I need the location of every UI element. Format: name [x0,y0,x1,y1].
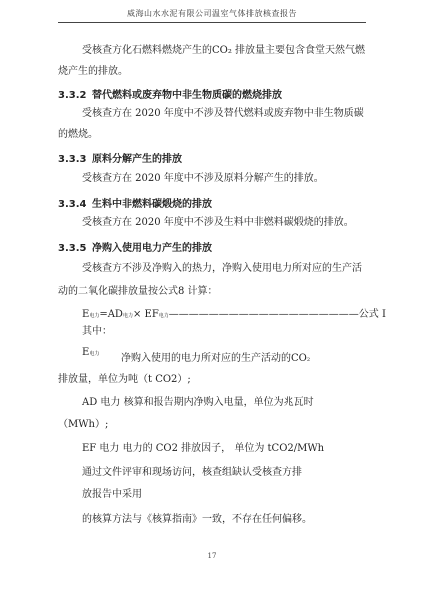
definition-e-symbol [82,346,99,361]
paragraph-line: 动的二氧化碳排放量按公式8 计算： [58,286,218,297]
definition-e-text [121,352,310,367]
section-number: 3.3.4 [58,199,87,210]
def-e: E [82,347,90,358]
formula-subscript: 电力 [158,313,169,319]
section-title: 生料中非燃料碳煅烧的排放 [92,199,212,210]
page-header: 威海山水水泥有限公司温室气体排放核查报告 [127,9,297,18]
section-number: 3.3.3 [58,154,87,165]
header-rule [58,22,366,23]
paragraph-line: 受核查方在 2020 年度中不涉及替代燃料或废弃物中非生物质碳 [82,108,364,119]
section-title: 原料分解产生的排放 [92,154,182,165]
paragraph-line: 受核查方在 2020 年度中不涉及生料中非燃料碳煅烧的排放。 [82,217,354,228]
paragraph-line: 放报告中采用 [82,489,142,500]
paragraph-line: 烧产生的排放。 [58,66,128,77]
formula-e: E [82,309,90,320]
section-heading-3-3-3 [58,150,182,165]
section-title: 净购入使用电力产生的排放 [92,243,212,254]
paragraph-line: 通过文件评审和现场访问，核查组缺认受核查方排 [82,467,302,478]
formula-ad: =AD [99,309,123,320]
where-label: 其中： [82,326,112,337]
paragraph-line: （MWh）; [58,419,109,430]
page-number: 17 [207,552,217,560]
paragraph-line: 的燃烧。 [58,129,98,140]
formula-subscript: 电力 [122,313,133,319]
def-e-co2-subscript: 2 [306,357,311,363]
section-heading-3-3-2 [58,86,282,101]
formula-label: 公式 I [358,309,386,320]
section-title: 替代燃料或废弃物中非生物质碳的燃烧排放 [92,90,282,101]
paragraph-line: 受核查方化石燃料燃烧产生的CO₂ 排放量主要包含食堂天然气燃 [82,45,366,56]
def-e-subscript: 电力 [89,351,100,357]
def-e-text: 净购入使用的电力所对应的生产活动的CO [121,353,307,364]
definition-ef: EF 电力 电力的 CO2 排放因子， 单位为 tCO2/MWh [82,443,325,454]
formula-subscript: 电力 [89,313,100,319]
section-heading-3-3-4 [58,195,212,210]
paragraph-line: 受核查方不涉及净购入的热力，净购入使用电力所对应的生产活 [82,263,362,274]
paragraph-line: 排放量，单位为吨（t CO2）; [58,374,191,385]
paragraph-line: 的核算方法与《核算指南》一致，不存在任何偏移。 [82,514,312,525]
section-number: 3.3.5 [58,243,87,254]
section-number: 3.3.2 [58,90,87,101]
paragraph-line: 受核查方在 2020 年度中不涉及原料分解产生的排放。 [82,173,324,184]
formula-line [82,308,386,323]
definition-ad: AD 电力 核算和报告期内净购入电量，单位为兆瓦时 [82,397,314,408]
formula-ef: × EF [132,309,159,320]
formula-dash: ——————————————————— [168,309,359,320]
section-heading-3-3-5 [58,239,212,254]
